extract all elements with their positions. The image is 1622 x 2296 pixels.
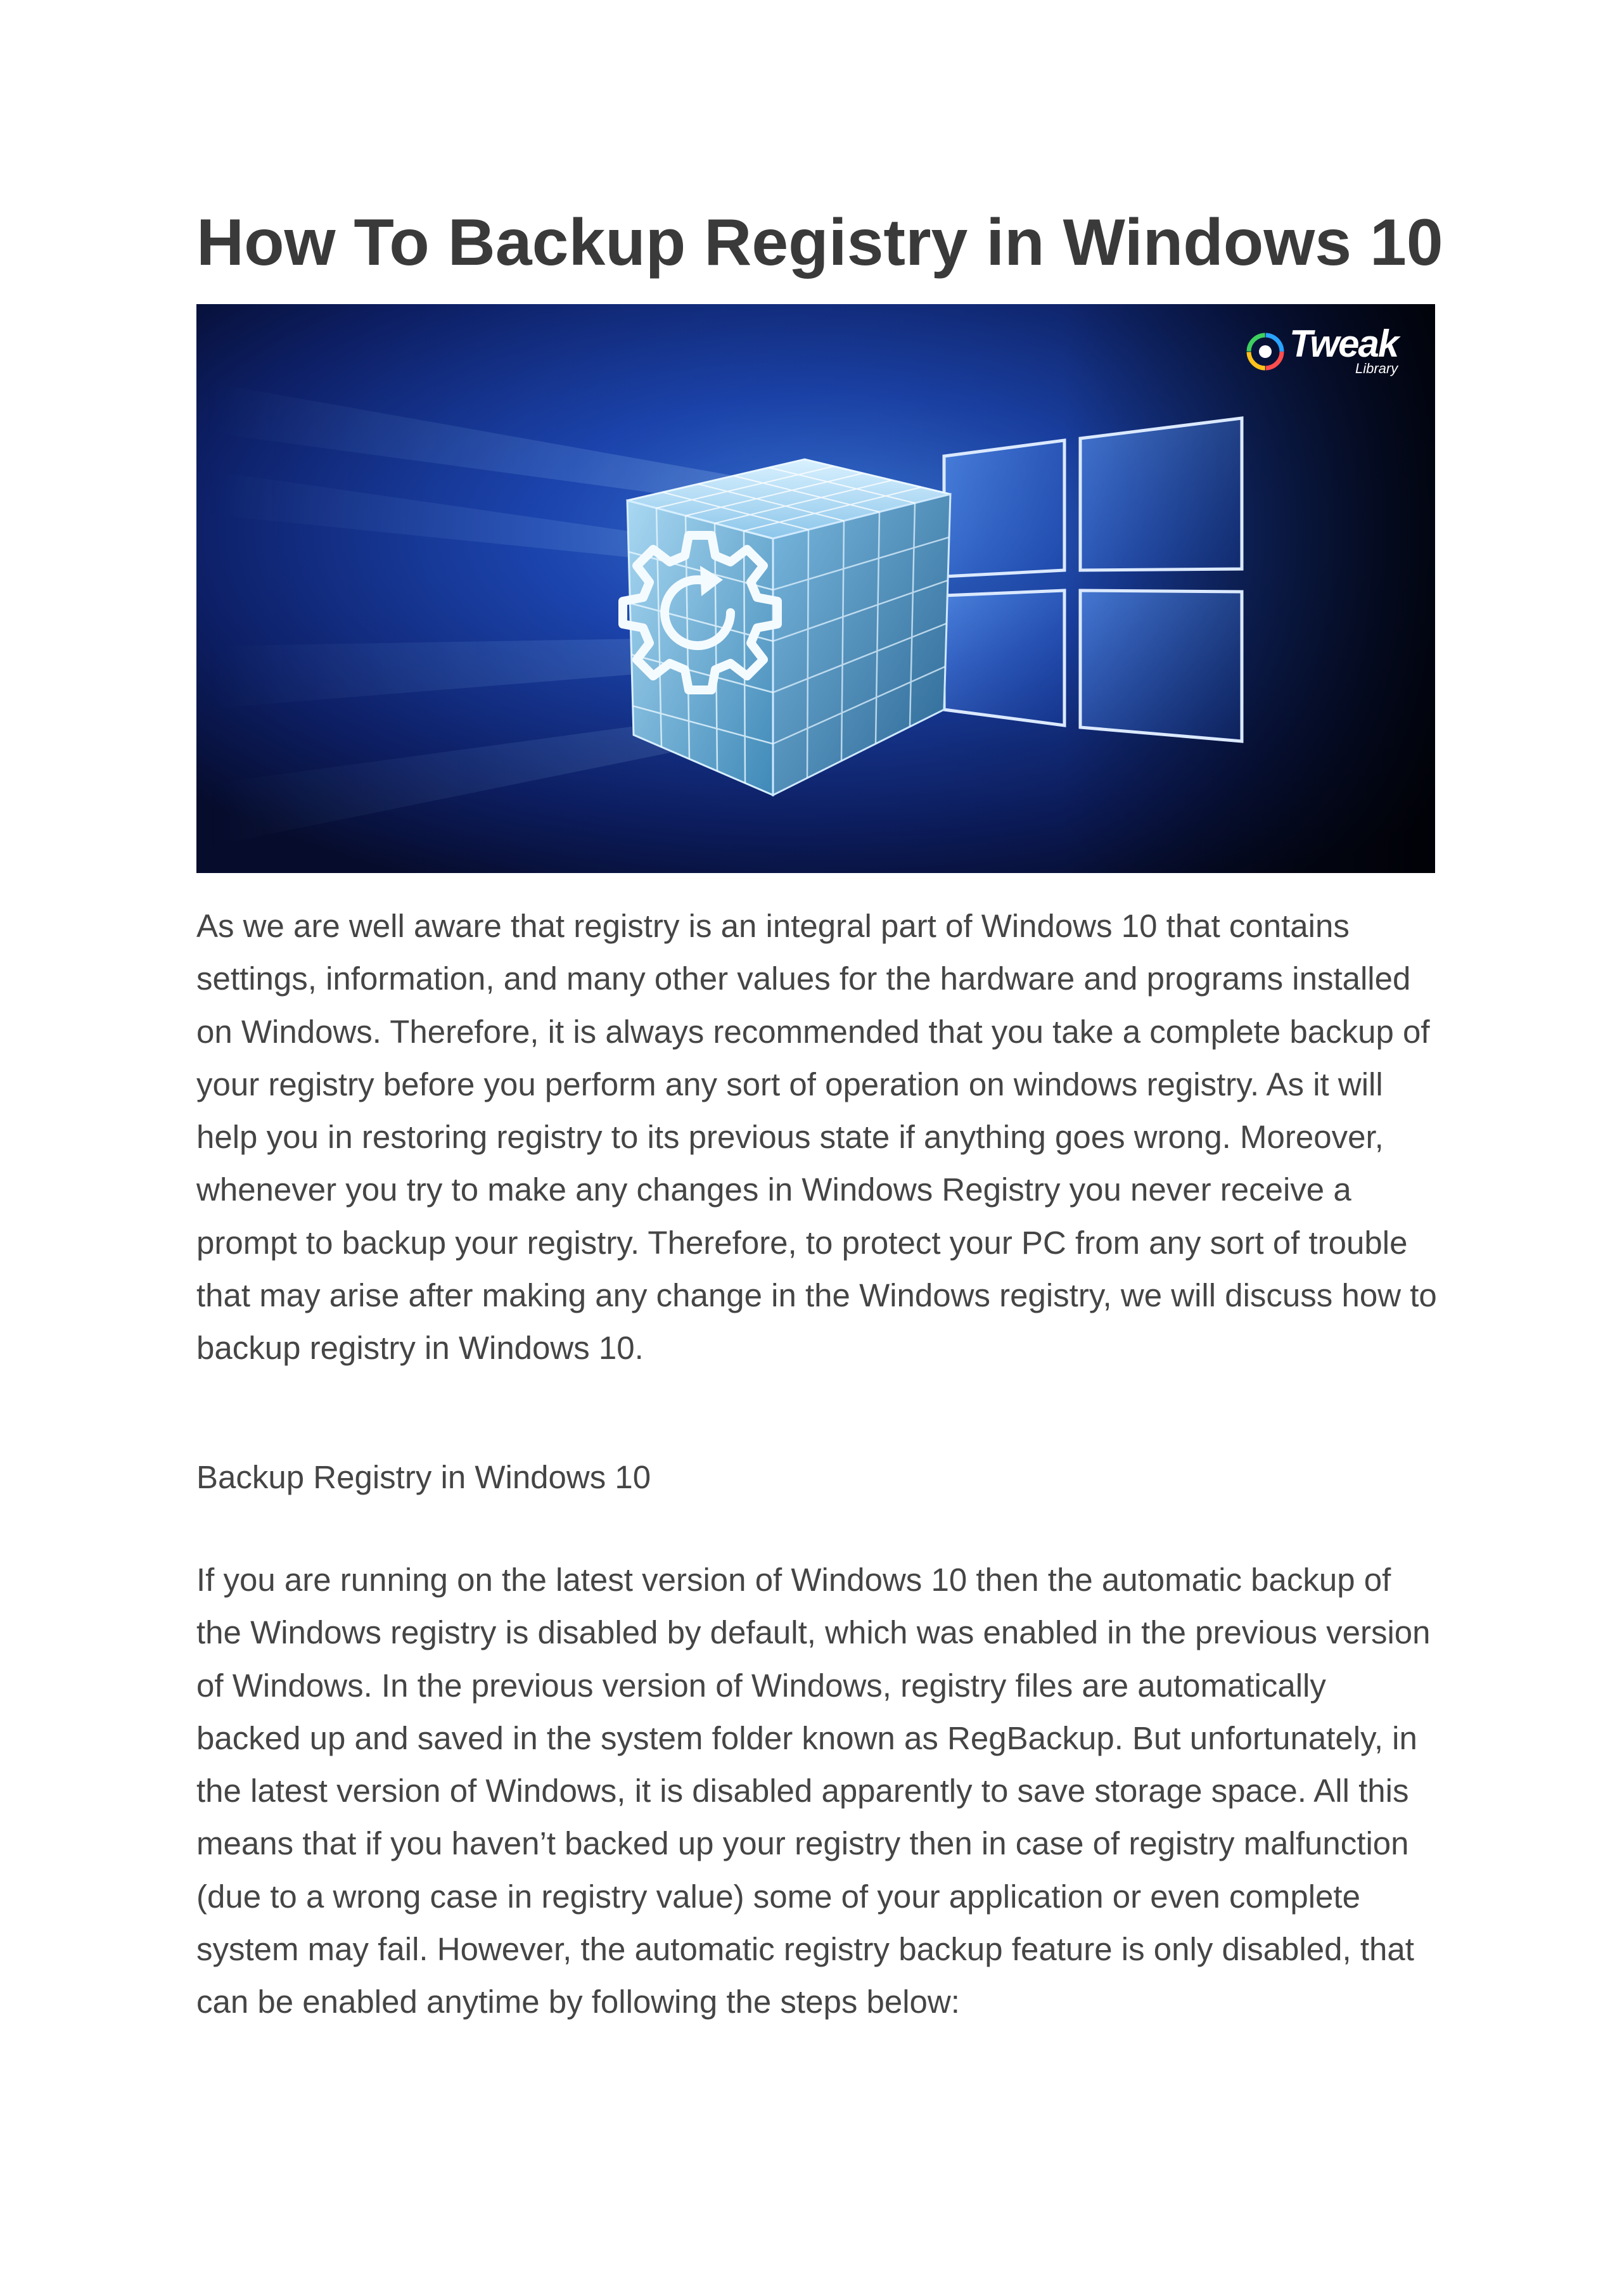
logo-wordmark: Tweak <box>1289 322 1398 365</box>
intro-paragraph: As we are well aware that registry is an integral part of Windows 10 that contains settings, information, and many other values for the hardware and programs installed on Windows. Therefore, it is always recommended that you take a complete backup of your registry before you perform any sort of operation on windows registry. As it will help you in restoring registry to its previous state if anything goes wrong. Moreover, whenever you try to make any changes in Windows Registry you never receive a prompt to backup your registry. Therefore, to protect your PC from any sort of trouble that may arise after making any change in the Windows registry, we will discuss how to backup registry in Windows 10. <box>196 908 1437 1367</box>
body-paragraph: If you are running on the latest version of Windows 10 then the automatic backup of the Windows registry is disabled by default, which was enabled in the previous version of Windows. In the previous version of Windows, registry files are automatically backed up and saved in the system folder known as RegBackup. But unfortunately, in the latest version of Windows, it is disabled apparently to save storage space. All this means that if you haven’t backed up your registry then in case of registry malfunction (due to a wrong case in registry value) some of your application or even complete system may fail. However, the automatic registry backup feature is only disabled, that can be enabled anytime by following the steps below: <box>196 1562 1431 2020</box>
page-title: How To Backup Registry in Windows 10 <box>196 206 1443 279</box>
hero-image <box>196 304 1435 873</box>
logo-subtitle: Library <box>1355 360 1398 376</box>
hero-illustration <box>196 304 1435 873</box>
section-heading: Backup Registry in Windows 10 <box>196 1459 651 1495</box>
tweak-library-logo <box>1289 323 1416 380</box>
